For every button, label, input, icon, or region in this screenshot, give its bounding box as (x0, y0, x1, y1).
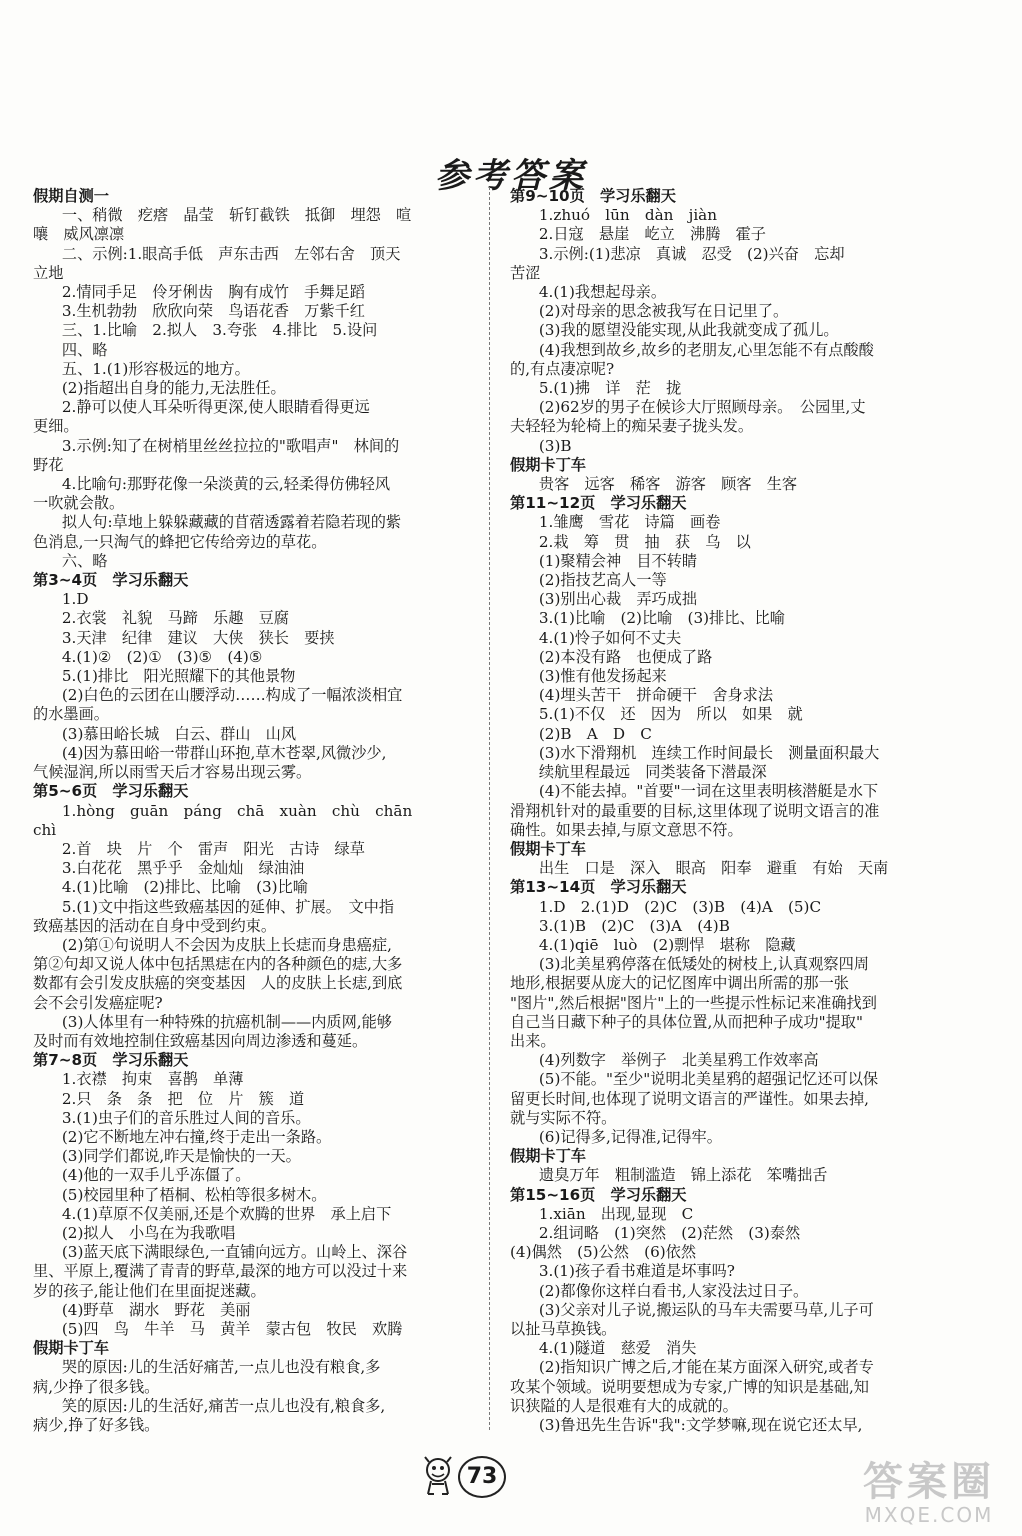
answer-line: 5.(1)不仅 还 因为 所以 如果 就 (538, 705, 803, 724)
answer-line: 4.(1)qiē luò (2)剽悍 堪称 隐藏 (538, 935, 796, 954)
answer-line: (4)埋头苦干 拼命硬干 舍身求法 (538, 686, 774, 705)
answer-line: 二、示例:1.眼高手低 声东击西 左邻右舍 顶天 (61, 244, 401, 263)
answer-line: (3)父亲对儿子说,搬运队的马车夫需要马草,儿子可 (538, 1300, 874, 1319)
answer-line: 气候湿润,所以雨雪天后才容易出现云雾。 (33, 763, 312, 782)
answer-line: 3.白花花 黑乎乎 金灿灿 绿油油 (61, 859, 305, 878)
answer-line: (2)B A D C (538, 724, 652, 743)
answer-line: 一、稍微 疙瘩 晶莹 斩钉截铁 抵御 埋怨 喧 (61, 206, 412, 225)
watermark (844, 1460, 1014, 1530)
watermark-logo-text: 答案圈 (863, 1459, 995, 1505)
answer-line: 滑翔机针对的最重要的目标,这里体现了说明文语言的准 (510, 801, 880, 820)
answer-line: 以扯马草换钱。 (510, 1319, 617, 1338)
answer-line: 哭的原因:儿的生活好痛苦,一点儿也没有粮食,多 (61, 1358, 381, 1377)
answer-line: 三、1.比喻 2.拟人 3.夸张 4.排比 5.设问 (61, 321, 378, 340)
answer-line: (4)我想到故乡,故乡的老朋友,心里怎能不有点酸酸 (538, 340, 874, 359)
answer-line: 里、平原上,覆满了青青的野草,最深的地方可以没过十来 (33, 1262, 408, 1281)
answer-line: (2)都像你这样白看书,人家没法过日子。 (538, 1281, 809, 1300)
section-heading: 第11~12页 学习乐翻天 (510, 494, 687, 513)
answer-line: 2.衣裳 礼貌 马蹄 乐趣 豆腐 (61, 609, 289, 628)
answer-line: 第②句却又说人体中包括黑痣在内的各种颜色的痣,大多 (33, 955, 403, 974)
answer-line: 野花 (33, 455, 64, 474)
answer-line: 2.首 块 片 个 雷声 阳光 古诗 绿草 (61, 839, 365, 858)
answer-line: (4)偶然 (5)公然 (6)依然 (510, 1243, 697, 1262)
answer-line: 笑的原因:儿的生活好,痛苦一点儿也没有,粮食多, (61, 1396, 386, 1415)
answer-line: chì (33, 820, 57, 839)
answer-line: 5.(1)排比 阳光照耀下的其他景物 (61, 667, 296, 686)
answer-line: 攻某个领域。说明要想成为专家,广博的知识是基础,知 (510, 1377, 869, 1396)
answer-line: (2)本没有路 也便成了路 (538, 647, 713, 666)
answer-line: (5)四 鸟 牛羊 马 黄羊 蒙古包 牧民 欢腾 (61, 1319, 403, 1338)
answer-line: 嚷 威风凛凛 (33, 225, 125, 244)
section-heading: 假期自测一 (33, 187, 109, 205)
section-heading: 假期卡丁车 (510, 839, 586, 858)
answer-line: (4)列数字 举例子 北美星鸦工作效率高 (538, 1051, 819, 1070)
answer-line: 地形,根据要从庞大的记忆图库中调出所需的那一张 (510, 974, 849, 993)
page-number: 73 (458, 1456, 506, 1498)
answer-line: 3.(1)比喻 (2)比喻 (3)排比、比喻 (538, 609, 785, 628)
answer-line: (3)北美星鸦停落在低矮处的树枝上,认真观察四周 (538, 955, 869, 974)
answer-line: (4)不能去掉。"首要"一词在这里表明核潜艇是水下 (538, 782, 879, 801)
answer-line: 2.情同手足 伶牙俐齿 胸有成竹 手舞足蹈 (61, 283, 365, 302)
section-heading: 假期卡丁车 (33, 1339, 109, 1358)
answer-line: 立地 (33, 263, 64, 282)
answer-line: 致癌基因的活动在自身中受到约束。 (33, 916, 276, 935)
answer-line: 4.(1)我想起母亲。 (538, 283, 667, 302)
answer-line: 病,少挣了很多钱。 (33, 1377, 160, 1396)
answer-line: (3)鲁迅先生告诉"我":文学梦嘛,现在说它还太早, (538, 1416, 863, 1434)
answer-line: (3)水下滑翔机 连续工作时间最长 测量面积最大 (538, 743, 880, 762)
mascot-icon (418, 1454, 458, 1496)
answer-line: 1.hòng guān páng chā xuàn chù chān (61, 801, 413, 820)
answer-line: (5)校园里种了梧桐、松柏等很多树木。 (61, 1185, 327, 1204)
section-heading: 假期卡丁车 (510, 1147, 586, 1166)
answer-line: 的,有点凄凉呢? (510, 359, 615, 378)
answer-line: 自己当日藏下种子的具体位置,从而把种子成功"提取" (510, 1012, 863, 1031)
answer-line: 4.(1)怜子如何不丈夫 (538, 628, 682, 647)
answer-line: 3.示例:(1)悲凉 真诚 忍受 (2)兴奋 忘却 (538, 244, 845, 263)
answer-line: 拟人句:草地上躲躲藏藏的苜蓿透露着若隐若现的紫 (61, 513, 402, 532)
answer-line: (3)同学们都说,昨天是愉快的一天。 (61, 1147, 301, 1166)
answer-line: 3.(1)孩子看书难道是坏事吗? (538, 1262, 735, 1281)
answer-line: 四、略 (61, 340, 108, 359)
answer-line: 3.(1)虫子们的音乐胜过人间的音乐。 (61, 1108, 311, 1127)
answer-line: (2)拟人 小鸟在为我歌唱 (61, 1223, 236, 1242)
answer-line: 4.比喻句:那野花像一朵淡黄的云,轻柔得仿佛轻风 (61, 475, 391, 494)
answer-line: 1.D 2.(1)D (2)C (3)B (4)A (5)C (538, 897, 822, 916)
answer-line: 4.(1)② (2)① (3)⑤ (4)⑤ (61, 647, 263, 666)
answer-line: 2.日寇 悬崖 屹立 沸腾 霍子 (538, 225, 766, 244)
answer-line: 1.雏鹰 雪花 诗篇 画卷 (538, 513, 721, 532)
answer-line: (2)62岁的男子在候诊大厅照顾母亲。 公园里,丈 (538, 398, 866, 417)
answer-line: (1)聚精会神 目不转睛 (538, 551, 698, 570)
answer-line: 5.(1)拂 详 茫 拢 (538, 379, 682, 398)
answer-line: (6)记得多,记得准,记得牢。 (538, 1127, 722, 1146)
answer-line: 留更长时间,也体现了说明文语言的严谨性。如果去掉, (510, 1089, 869, 1108)
answer-line: 3.(1)B (2)C (3)A (4)B (538, 916, 730, 935)
answer-line: (2)第①句说明人不会因为皮肤上长痣而身患癌症, (61, 935, 392, 954)
answer-line: (4)野草 湖水 野花 美丽 (61, 1300, 251, 1319)
section-heading: 第3~4页 学习乐翻天 (33, 571, 189, 590)
answer-line: 1.衣襟 拘束 喜鹊 单薄 (61, 1070, 244, 1089)
answer-line: (2)指知识广博之后,才能在某方面深入研究,或者专 (538, 1358, 874, 1377)
answer-line: 4.(1)隧道 慈爱 消失 (538, 1339, 697, 1358)
answer-line: (2)它不断地左冲右撞,终于走出一条路。 (61, 1127, 332, 1146)
answer-line: (4)他的一双手儿乎冻僵了。 (61, 1166, 251, 1185)
answer-line: (3)惟有他发扬起来 (538, 667, 667, 686)
answer-line: 2.组词略 (1)突然 (2)茫然 (3)泰然 (538, 1223, 801, 1242)
answer-line: 病少,挣了好多钱。 (33, 1416, 160, 1434)
answer-line: 4.(1)比喻 (2)排比、比喻 (3)比喻 (61, 878, 308, 897)
answer-line: 2.只 条 条 把 位 片 簇 道 (61, 1089, 305, 1108)
section-heading: 第13~14页 学习乐翻天 (510, 878, 687, 897)
answer-line: (5)不能。"至少"说明北美星鸦的超强记忆还可以保 (538, 1070, 879, 1089)
section-heading: 第5~6页 学习乐翻天 (33, 782, 189, 801)
answer-line: 1.D (61, 590, 89, 609)
answer-line: (3)B (538, 436, 572, 455)
answer-line: 夫轻轻为轮椅上的痴呆妻子拢头发。 (510, 417, 753, 436)
section-heading: 假期卡丁车 (510, 455, 586, 474)
answer-line: (3)别出心裁 弄巧成拙 (538, 590, 698, 609)
answer-line: (3)蓝天底下满眼绿色,一直铺向远方。山岭上、深谷 (61, 1243, 408, 1262)
answer-line: (3)人体里有一种特殊的抗癌机制——内质网,能够 (61, 1012, 392, 1031)
answer-line: 岁的孩子,能让他们在里面捉迷藏。 (33, 1281, 266, 1300)
answer-line: 数都有会引发皮肤癌的突变基因 人的皮肤上长痣,到底 (33, 974, 403, 993)
answer-line: 六、略 (61, 551, 108, 570)
answer-line: (3)慕田峪长城 白云、群山 山风 (61, 724, 297, 743)
answer-line: 更细。 (33, 417, 79, 436)
answer-line: (2)指技艺高人一等 (538, 571, 667, 590)
answer-line: 3.生机勃勃 欣欣向荣 鸟语花香 万紫千红 (61, 302, 365, 321)
answer-line: 2.静可以使人耳朵听得更深,使人眼睛看得更远 (61, 398, 370, 417)
answer-line: 出来。 (510, 1031, 556, 1050)
answer-line: 五、1.(1)形容极远的地方。 (61, 359, 250, 378)
answer-line: "图片",然后根据"图片"上的一些提示性标记来准确找到 (510, 993, 877, 1012)
answer-line: 1.xiān 出现,显现 C (538, 1204, 694, 1223)
answer-line: 一吹就会散。 (33, 494, 125, 513)
page-title: 参考答案 (435, 156, 587, 196)
answer-line: 就与实际不符。 (510, 1108, 617, 1127)
column-divider (489, 187, 490, 1430)
answer-line: (2)对母亲的思念被我写在日记里了。 (538, 302, 789, 321)
answer-line: 的水墨画。 (33, 705, 109, 724)
answer-line: 色消息,一只淘气的蜂把它传给旁边的草花。 (33, 532, 327, 551)
answer-line: 遗臭万年 粗制滥造 锦上添花 笨嘴拙舌 (538, 1166, 828, 1185)
answer-line: 及时而有效地控制住致癌基因向周边渗透和蔓延。 (33, 1031, 368, 1050)
answer-line: 确性。如果去掉,与原文意思不符。 (510, 820, 743, 839)
section-heading: 第15~16页 学习乐翻天 (510, 1185, 687, 1204)
answer-line: (4)因为慕田峪一带群山环抱,草木苍翠,风微沙少, (61, 743, 387, 762)
section-heading: 第9~10页 学习乐翻天 (510, 187, 676, 205)
answer-line: 会不会引发癌症呢? (33, 993, 163, 1012)
answer-line: 续航里程最远 同类装备下潜最深 (538, 763, 767, 782)
answer-line: 3.示例:知了在树梢里丝丝拉拉的"歌唱声" 林间的 (61, 436, 400, 455)
answer-line: 4.(1)草原不仅美丽,还是个欢腾的世界 承上启下 (61, 1204, 392, 1223)
answer-line: (3)我的愿望没能实现,从此我就变成了孤儿。 (538, 321, 839, 340)
answer-line: 贵客 远客 稀客 游客 顾客 生客 (538, 475, 798, 494)
answer-line: 2.栽 筹 贯 抽 获 乌 以 (538, 532, 751, 551)
answer-line: 1.zhuó lūn dàn jiàn (538, 206, 718, 225)
left-column (33, 187, 468, 1435)
answer-line: (2)指超出自身的能力,无法胜任。 (61, 379, 286, 398)
right-column (510, 187, 947, 1435)
answer-line: 3.天津 纪律 建议 大侠 狭长 要挟 (61, 628, 335, 647)
answer-line: 苦涩 (510, 263, 541, 282)
answer-line: 出生 口是 深入 眼高 阳奉 避重 有始 天南 (538, 859, 889, 878)
answer-line: (2)白色的云团在山腰浮动……构成了一幅浓淡相宜 (61, 686, 403, 705)
answer-line: 5.(1)文中指这些致癌基因的延伸、扩展。 文中指 (61, 897, 395, 916)
section-heading: 第7~8页 学习乐翻天 (33, 1051, 189, 1070)
answer-line: 识狭隘的人是很难有大的成就的。 (510, 1396, 738, 1415)
watermark-url: MXQE.COM (864, 1503, 994, 1527)
